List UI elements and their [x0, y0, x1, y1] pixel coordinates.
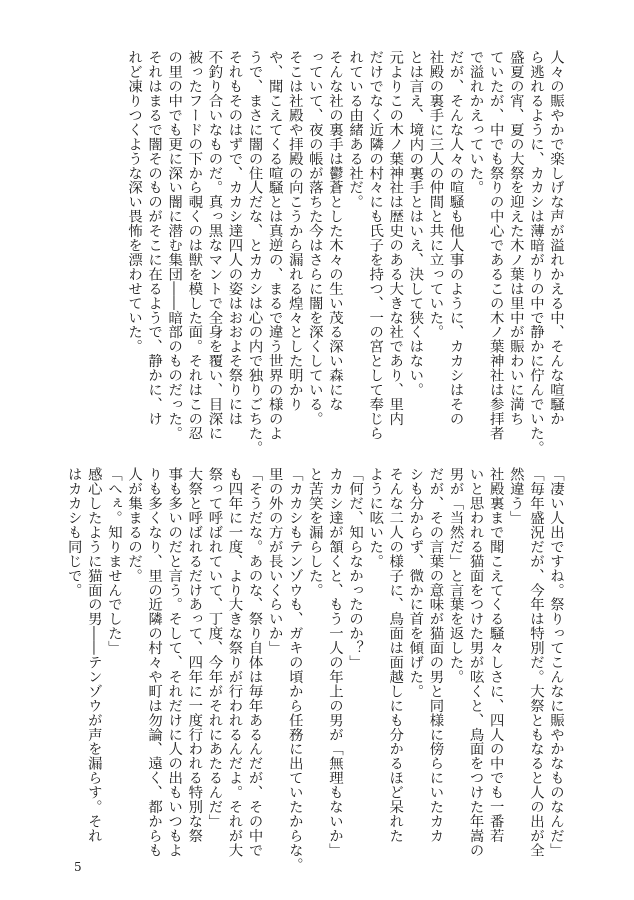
text-line: だけでなく近隣の村々にも氏子を持つ、一の宮として奉じら	[367, 50, 384, 441]
text-line: 人が集まるのだ。	[126, 467, 143, 583]
text-line: 祭って呼ばれていて、丁度、今年がそれにあたるんだ」	[206, 467, 223, 829]
text-line: の里の中でも更に深い闇に潜む集団――暗部のものだった。	[166, 50, 183, 441]
text-line: いと思われる猫面をつけた男が呟くと、鳥面をつけた年嵩の	[467, 467, 484, 858]
text-line: 不釣り合いなものだ。真っ黒なマントで全身を覆い、目深に	[206, 50, 223, 441]
text-line: 大祭と呼ばれるだけあって、四年に一度行われる特別な祭	[186, 467, 203, 843]
text-line: 然違う」	[507, 467, 524, 525]
text-line: だが、その言葉の意味が猫面の男と同様に傍らにいたカカ	[427, 467, 444, 843]
text-line: 「毎年盛況だが、今年は特別だ。大祭ともなると人の出が全	[527, 467, 544, 858]
lower-text-block	[65, 467, 566, 872]
text-line: 社殿の裏手に三人の仲間と共に立っていた。	[427, 50, 444, 339]
text-line: 「へぇ。知りませんでした」	[105, 467, 122, 655]
text-line: っていて、夜の帳が落ちた今はさらに闇を深くしている。	[306, 50, 323, 426]
text-line: 感心したように猫面の男――テンゾウが声を漏らす。それ	[85, 467, 102, 843]
text-line: そんな社の裏手は鬱蒼とした木々の生い茂る深い森にな	[326, 50, 343, 412]
upper-text-block	[96, 50, 566, 455]
text-line: 「そうだな。あのな、祭り自体は毎年あるんだが、その中で	[246, 467, 263, 858]
text-line: 「カカシもテンゾウも、ガキの頃から任務に出ていたからな。	[286, 467, 303, 872]
text-line: はカカシも同じで。	[65, 467, 82, 598]
text-line: シも分からず、微かに首を傾げた。	[407, 467, 424, 699]
text-line: 元よりこの木ノ葉神社は歴史のある大きな社であり、里内	[387, 50, 404, 426]
text-line: そこは社殿や拝殿の向こうから漏れる煌々とした明かり	[286, 50, 303, 412]
text-line: ように呟いた。	[367, 467, 384, 569]
text-line: 人々の賑やかで楽しげな声が溢れかえる中、そんな喧騒か	[548, 50, 564, 426]
text-line: も四年に一度、より大きな祭りが行われるんだよ。それが大	[226, 467, 243, 858]
text-line: 里の外の方が長いくらいか」	[266, 467, 283, 655]
text-line: 事も多いのだと言う。そして、それだけに人の出もいつもよ	[166, 467, 183, 858]
text-line: と苦笑を漏らした。	[306, 467, 323, 598]
text-line: とは言え、境内の裏手とはいえ、決して狭くはない。	[407, 50, 424, 397]
text-line: 男が「当然だ」と言葉を返した。	[447, 467, 464, 684]
text-line: りも多くなり、里の近隣の村々や町は勿論、遠く、都からも	[146, 467, 163, 858]
text-line: 盛夏の宵、夏の大祭を迎えた木ノ葉は里中が賑わいに満ち	[507, 50, 524, 426]
page-number: 5	[74, 860, 82, 874]
text-line: 「何だ、知らなかったのか？」	[347, 467, 364, 670]
text-line: カカシ達が頷くと、もう一人の年上の男が「無理もないか」	[326, 467, 343, 858]
text-line: それもそのはずで、カカシ達四人の姿はおおよそ祭りには	[226, 50, 243, 426]
text-line: れど凍りつくような深い畏怖を漂わせていた。	[126, 50, 143, 354]
text-line: 被ったフードの下から覗くのは獣を模した面。それはこの忍	[186, 50, 203, 441]
text-line: そんな二人の様子に、鳥面は面越しにも分かるほど呆れた	[387, 467, 404, 843]
text-line: で溢れかえっていた。	[467, 50, 484, 195]
text-line: や、聞こえてくる喧騒とは真逆の、まるで違う世界の様のよ	[266, 50, 283, 441]
text-line: ら逃れるように、カカシは薄暗がりの中で静かに佇んでいた。	[527, 50, 544, 455]
text-line: 「凄い人出ですね。祭りってこんなに賑やかなものなんだ」	[548, 467, 564, 858]
text-line: うで、まさに闇の住人だな、とカカシは心の内で独りごちた。	[246, 50, 263, 455]
text-line: それはまるで闇そのものがそこに在るようで、静かに、け	[146, 50, 163, 426]
text-line: 社殿裏まで聞こえてくる騒々しさに、四人の中でも一番若	[487, 467, 504, 843]
text-line: だが、そんな人々の喧騒も他人事のように、カカシはその	[447, 50, 464, 426]
text-line: れている由緒ある社だ。	[347, 50, 364, 209]
text-line: ていたが、中でも祭りの中心であるこの木ノ葉神社は参拝者	[487, 50, 504, 441]
